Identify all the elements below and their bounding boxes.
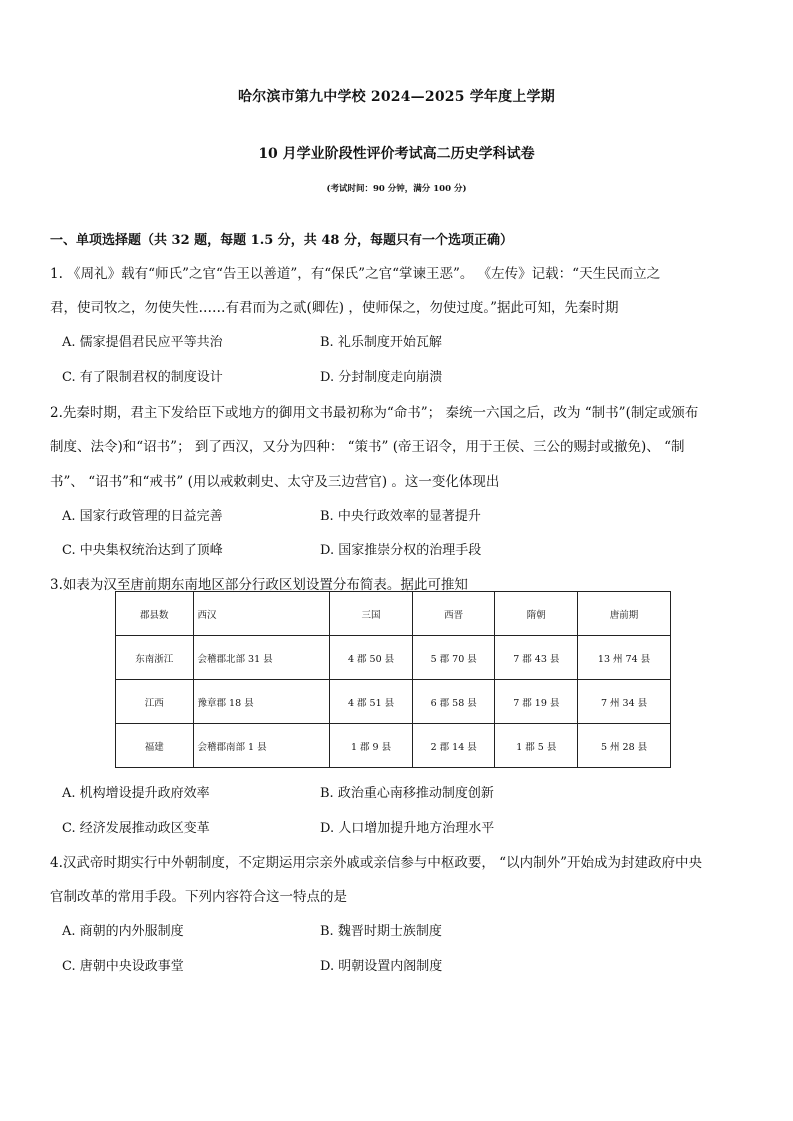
table-cell: 1 郡 9 县	[330, 724, 413, 768]
table-cell: 6 郡 58 县	[412, 680, 495, 724]
section-heading: 一、单项选择题（共 32 题，每题 1.5 分，共 48 分，每题只有一个选项正确）	[50, 233, 513, 248]
question-4-option-a: A. 商朝的内外服制度	[62, 924, 184, 939]
question-3-option-b: B. 政治重心南移推动制度创新	[320, 786, 494, 801]
exam-title: 10 月学业阶段性评价考试高二历史学科试卷	[258, 146, 535, 162]
question-2-option-b: B. 中央行政效率的显著提升	[320, 509, 481, 524]
question-4-line-2: 官制改革的常用手段。下列内容符合这一特点的是	[50, 889, 347, 905]
question-4-option-d: D. 明朝设置内阁制度	[320, 959, 443, 974]
table-header-cell: 郡县数	[116, 592, 194, 636]
table-header-cell: 西晋	[412, 592, 495, 636]
question-1-option-d: D. 分封制度走向崩溃	[320, 370, 443, 385]
question-2-line-1: 2.先秦时期，君主下发给臣下或地方的御用文书最初称为“命书”； 秦统一六国之后，改为 “制书”(制定或颁布	[50, 405, 699, 421]
table-cell: 7 郡 19 县	[495, 680, 578, 724]
table-cell: 5 州 28 县	[578, 724, 671, 768]
table-cell: 2 郡 14 县	[412, 724, 495, 768]
table-cell: 4 郡 50 县	[330, 636, 413, 680]
question-3-line-1: 3.如表为汉至唐前期东南地区部分行政区划设置分布简表。据此可推知	[50, 577, 468, 593]
table-cell: 7 郡 43 县	[495, 636, 578, 680]
question-2-option-c: C. 中央集权统治达到了顶峰	[62, 543, 223, 558]
table-cell: 东南浙江	[116, 636, 194, 680]
school-title: 哈尔滨市第九中学校 2024—2025 学年度上学期	[238, 89, 555, 105]
question-4-option-c: C. 唐朝中央设政事堂	[62, 959, 184, 974]
question-3-option-c: C. 经济发展推动政区变革	[62, 821, 210, 836]
question-1-line-1: 1. 《周礼》载有“师氏”之官“告王以善道”，有“保氏”之官“掌谏王恶”。 《左传》记载：“天生民而立之	[50, 266, 661, 282]
question-1-line-2: 君，使司牧之，勿使失性……有君而为之贰(卿佐) ，使师保之，勿使过度。”据此可知，先秦时期	[50, 300, 619, 316]
table-row	[116, 636, 671, 680]
question-3-option-d: D. 人口增加提升地方治理水平	[320, 821, 495, 836]
table-cell: 会稽郡北部 31 县	[193, 636, 330, 680]
region-table	[115, 591, 671, 768]
table-cell: 1 郡 5 县	[495, 724, 578, 768]
question-2-line-3: 书”、 “诏书”和“戒书” (用以戒敕刺史、太守及三边营官) 。这一变化体现出	[50, 474, 500, 490]
table-header-cell: 隋朝	[495, 592, 578, 636]
table-cell: 5 郡 70 县	[412, 636, 495, 680]
question-3-option-a: A. 机构增设提升政府效率	[62, 786, 210, 801]
question-2-option-a: A. 国家行政管理的日益完善	[62, 509, 223, 524]
table-cell: 7 州 34 县	[578, 680, 671, 724]
table-header-cell: 唐前期	[578, 592, 671, 636]
table-cell: 福建	[116, 724, 194, 768]
table-cell: 4 郡 51 县	[330, 680, 413, 724]
table-header-row	[116, 592, 671, 636]
table-cell: 会稽郡南部 1 县	[193, 724, 330, 768]
question-4-line-1: 4.汉武帝时期实行中外朝制度，不定期运用宗亲外戚或亲信参与中枢政要， “以内制外”开始成为封建政府中央	[50, 855, 702, 871]
table-cell: 13 州 74 县	[578, 636, 671, 680]
question-2-option-d: D. 国家推崇分权的治理手段	[320, 543, 482, 558]
table-row	[116, 680, 671, 724]
table-row	[116, 724, 671, 768]
table-cell: 豫章郡 18 县	[193, 680, 330, 724]
exam-info: (考试时间：90 分钟，满分 100 分)	[326, 184, 467, 194]
table-header-cell: 西汉	[193, 592, 330, 636]
question-4-option-b: B. 魏晋时期士族制度	[320, 924, 442, 939]
table-header-cell: 三国	[330, 592, 413, 636]
table-cell: 江西	[116, 680, 194, 724]
question-1-option-c: C. 有了限制君权的制度设计	[62, 370, 223, 385]
question-1-option-a: A. 儒家提倡君民应平等共治	[62, 335, 223, 350]
question-2-line-2: 制度、法令)和“诏书”； 到了西汉，又分为四种： “策书” (帝王诏令，用于王侯、三公的赐封或撤免)、 “制	[50, 439, 685, 455]
question-1-option-b: B. 礼乐制度开始瓦解	[320, 335, 442, 350]
